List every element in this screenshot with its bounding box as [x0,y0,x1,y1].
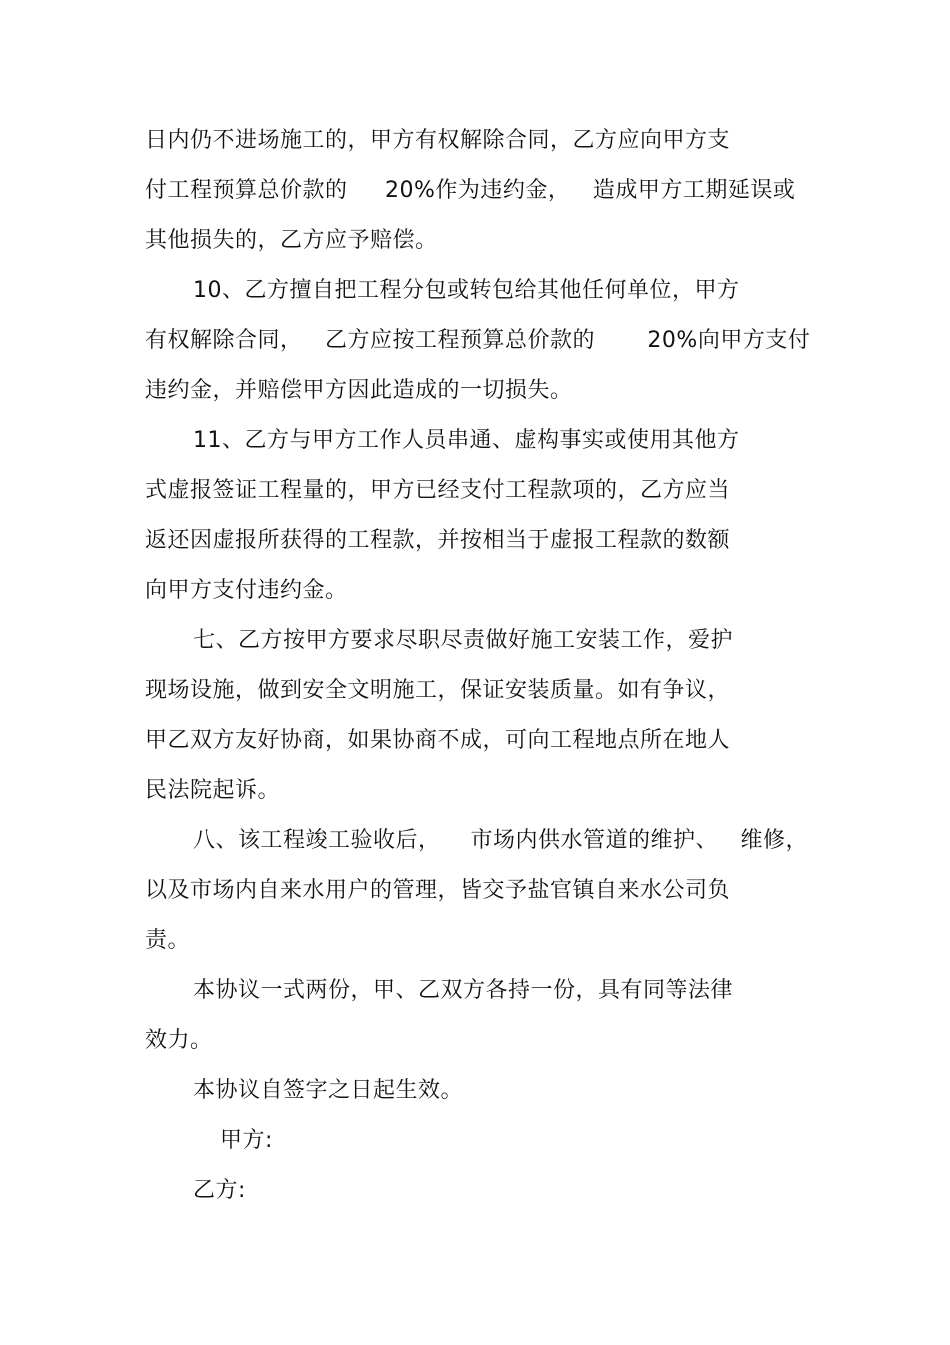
section-8-line: 八、该工程竣工验收后， 市场内供水管道的维护、 维修， [193,828,808,853]
paragraph-line: 以及市场内自来水用户的管理，皆交予盐官镇自来水公司负 [145,878,731,903]
paragraph-line: 向甲方支付违约金。 [145,578,348,603]
paragraph-line: 甲乙双方友好协商，如果协商不成，可向工程地点所在地人 [145,728,731,753]
paragraph-line: 付工程预算总价款的 20%作为违约金， 造成甲方工期延误或 [145,178,796,203]
section-7-line: 七、乙方按甲方要求尽职尽责做好施工安装工作，爱护 [193,628,734,653]
effective-clause-line: 本协议自签字之日起生效。 [193,1078,464,1103]
clause-11-line: 11、乙方与甲方工作人员串通、虚构事实或使用其他方 [193,428,740,453]
clause-10-line: 10、乙方擅自把工程分包或转包给其他任何单位，甲方 [193,278,740,303]
paragraph-line: 返还因虚报所获得的工程款，并按相当于虚报工程款的数额 [145,528,731,553]
copies-clause-line: 本协议一式两份，甲、乙双方各持一份，具有同等法律 [193,978,734,1003]
paragraph-line: 违约金，并赔偿甲方因此造成的一切损失。 [145,378,573,403]
paragraph-line: 其他损失的，乙方应予赔偿。 [145,228,438,253]
paragraph-line: 现场设施，做到安全文明施工，保证安装质量。如有争议， [145,678,731,703]
paragraph-line: 式虚报签证工程量的，甲方已经支付工程款项的，乙方应当 [145,478,731,503]
paragraph-line: 日内仍不进场施工的，甲方有权解除合同，乙方应向甲方支 [145,128,731,153]
paragraph-line: 责。 [145,928,191,953]
paragraph-line: 民法院起诉。 [145,778,281,803]
party-a-signature-label: 甲方: [220,1128,273,1153]
party-b-signature-label: 乙方: [193,1178,246,1203]
paragraph-line: 有权解除合同， 乙方应按工程预算总价款的 20%向甲方支付 [145,328,811,353]
paragraph-line: 效力。 [145,1028,213,1053]
